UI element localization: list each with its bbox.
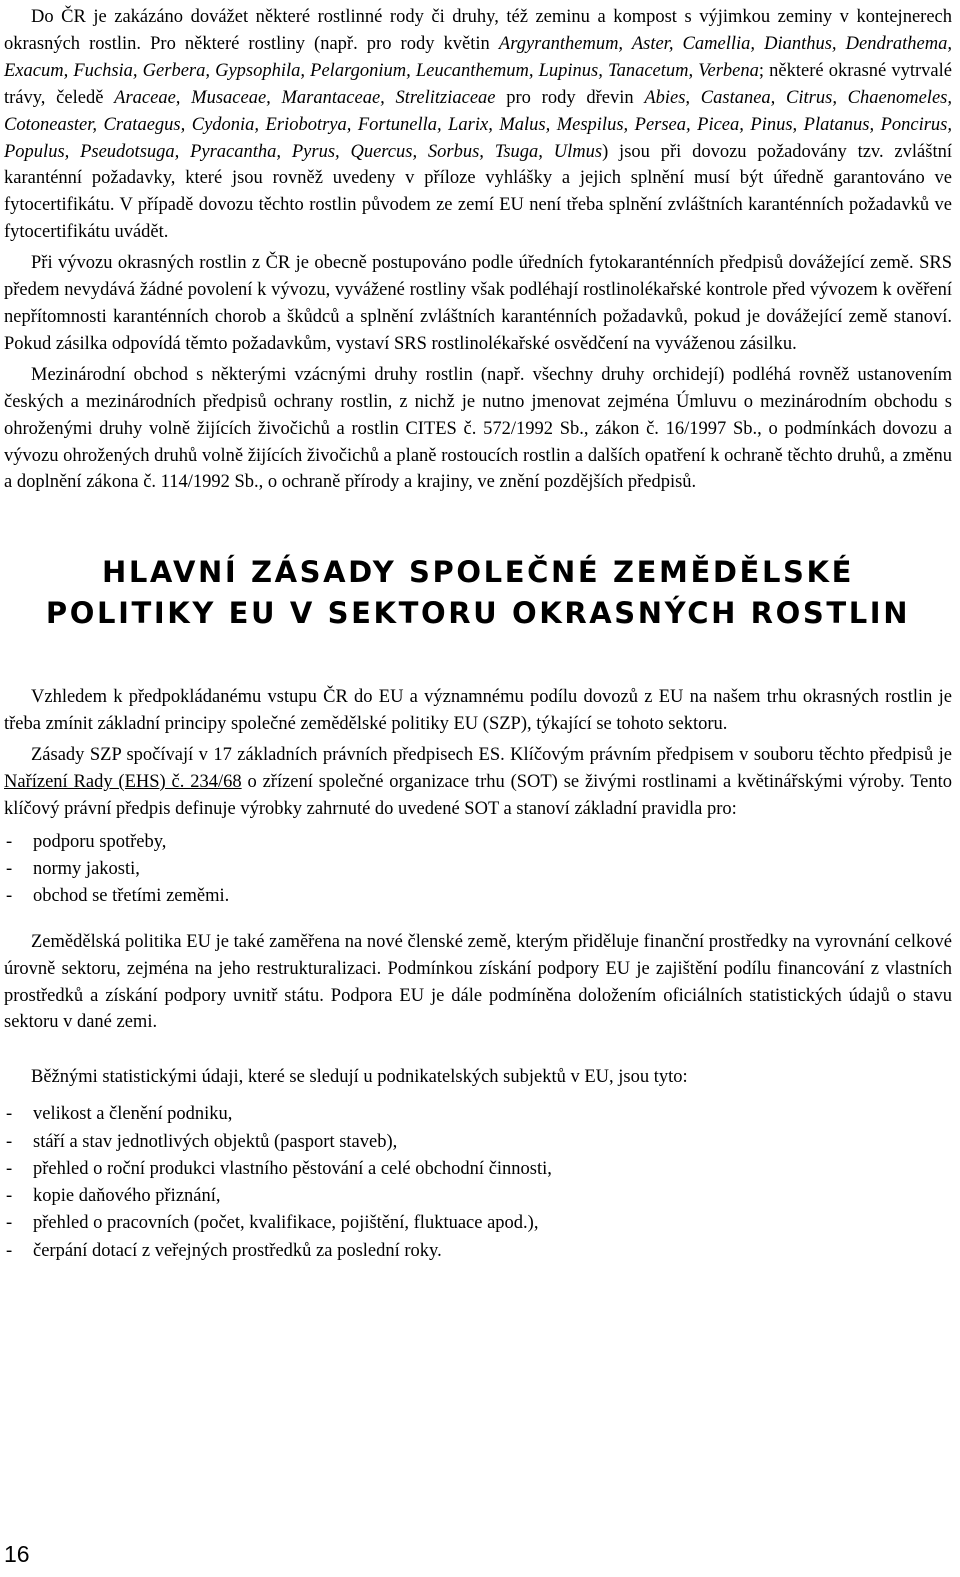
paragraph-szp-principles: Zásady SZP spočívají v 17 základních právních předpisech ES. Klíčovým právním předpisem v souboru těchto předpisů je Nařízení Rady (EHS) č. 234/68 o zřízení společné organizace trhu (SOT) se živými rostlinami a květinářskými výroby. Tento klíčový právní předpis definuje výrobky zahrnuté do uvedené SOT a stanoví základní pravidla pro: [4, 745, 952, 819]
section-heading [4, 552, 952, 634]
document-page [4, 4, 952, 1265]
paragraph-export: Při vývozu okrasných rostlin z ČR je obecně postupováno podle úředních fytokaranténních předpisů dovážející země. SRS předem nevydává žádné povolení k vývozu, vyvážené rostliny však podléhají rostlinolékařské kontrole před vývozem k ověření nepřítomnosti karanténních chorob a škůdců a splnění zvláštních karanténních požadavků, pokud je dovážející země stanoví. Pokud zásilka odpovídá těmto požadavkům, vystaví SRS rostlinolékařské osvědčení na vyváženou zásilku. [4, 253, 952, 354]
section-heading-line-1: HLAVNÍ ZÁSADY SPOLEČNÉ ZEMĚDĚLSKÉ [101, 555, 855, 590]
regulation-link[interactable]: Nařízení Rady (EHS) č. 234/68 [4, 772, 242, 793]
paragraph-agricultural-policy: Zemědělská politika EU je také zaměřena na nové členské země, kterým přiděluje finanční prostředky na vyrovnání celkové úrovně sektoru, zejména na jeho restrukturalizaci. Podmínkou získání podpory EU je zajištění podílu financování z vlastních prostředků a získání podpory uvnitř státu. Podpora EU je dále podmíněna doložením oficiálních statistických údajů o stavu sektoru v dané zemi. [4, 931, 952, 1033]
paragraph-eu-accession: Vzhledem k předpokládanému vstupu ČR do EU a významnému podílu dovozů z EU na našem trhu okrasných rostlin je třeba zmínit základní principy společné zemědělské politiky EU (SZP), týkající se tohoto sektoru. [4, 687, 952, 735]
list-item: - přehled o pracovních (počet, kvalifikace, pojištění, fluktuace apod.), [4, 1210, 952, 1237]
paragraph-statistics-intro: Běžnými statistickými údaji, které se sledují u podnikatelských subjektů v EU, jsou tyto: [31, 1067, 688, 1088]
list-item: - obchod se třetími zeměmi. [4, 883, 952, 910]
list-item: - kopie daňového přiznání, [4, 1183, 952, 1210]
section-heading-line-2: POLITIKY EU V SEKTORU OKRASNÝCH ROSTLIN [45, 596, 911, 631]
tree-genera-list: Abies, Castanea, Citrus, Chaenomeles, Cotoneaster, Crataegus, Cydonia, Eriobotrya, Fortunella, Larix, Malus, Mespilus, Persea, Picea, Pinus, Platanus, Poncirus, Populus, Pseudotsuga, Pyracantha, Pyrus, Quercus, Sorbus, Tsuga, Ulmus [4, 87, 952, 162]
rules-list [4, 829, 952, 911]
list-item: - podporu spotřeby, [4, 829, 952, 856]
list-item: - přehled o roční produkci vlastního pěstování a celé obchodní činnosti, [4, 1156, 952, 1183]
flower-genera-list: Argyranthemum, Aster, Camellia, Dianthus, Dendrathema, Exacum, Fuchsia, Gerbera, Gypsophila, Pelargonium, Leucanthemum, Lupinus, Tanacetum, Verbena [4, 33, 952, 81]
list-item: - stáří a stav jednotlivých objektů (pasport staveb), [4, 1129, 952, 1156]
list-item: - velikost a členění podniku, [4, 1101, 952, 1128]
page-number: 16 [4, 1541, 30, 1567]
statistics-list [4, 1101, 952, 1265]
plant-families-list: Araceae, Musaceae, Marantaceae, Strelitziaceae [114, 87, 496, 108]
paragraph-import-restrictions: Do ČR je zakázáno dovážet některé rostlinné rody či druhy, též zeminu a kompost s výjimkou zeminy v kontejnerech okrasných rostlin. Pro některé rostliny (např. pro rody květin Argyranthemum, Aster, Camellia, Dianthus, Dendrathema, Exacum, Fuchsia, Gerbera, Gypsophila, Pelargonium, Leucanthemum, Lupinus, Tanacetum, Verbena; některé okrasné vytrvalé trávy, čeledě Araceae, Musaceae, Marantaceae, Strelitziaceae pro rody dřevin Abies, Castanea, Citrus, Chaenomeles, Cotoneaster, Crataegus, Cydonia, Eriobotrya, Fortunella, Larix, Malus, Mespilus, Persea, Picea, Pinus, Platanus, Poncirus, Populus, Pseudotsuga, Pyracantha, Pyrus, Quercus, Sorbus, Tsuga, Ulmus) jsou při dovozu požadovány tzv. zvláštní karanténní požadavky, které jsou rovněž uvedeny v příloze vyhlášky a jejich splnění musí být úředně garantováno ve fytocertifikátu. V případě dovozu těchto rostlin původem ze zemí EU není třeba splnění zvláštních karanténních požadavků ve fytocertifikátu uvádět. [4, 7, 952, 243]
list-item: - čerpání dotací z veřejných prostředků za poslední roky. [4, 1238, 952, 1265]
paragraph-international-trade: Mezinárodní obchod s některými vzácnými druhy rostlin (např. všechny druhy orchidejí) podléhá rovněž ustanovením českých a mezinárodních předpisů ochrany rostlin, z nichž je nutno jmenovat zejména Úmluvu o mezinárodním obchodu s ohroženými druhy volně žijících živočichů a rostlin CITES č. 572/1992 Sb., zákon č. 16/1997 Sb., o podmínkách dovozu a vývozu ohrožených druhů volně žijících živočichů a planě rostoucích rostlin a dalších opatření k ochraně těchto druhů, a změnu a doplnění zákona č. 114/1992 Sb., o ochraně přírody a krajiny, ve znění pozdějších předpisů. [4, 364, 952, 493]
list-item: - normy jakosti, [4, 856, 952, 883]
